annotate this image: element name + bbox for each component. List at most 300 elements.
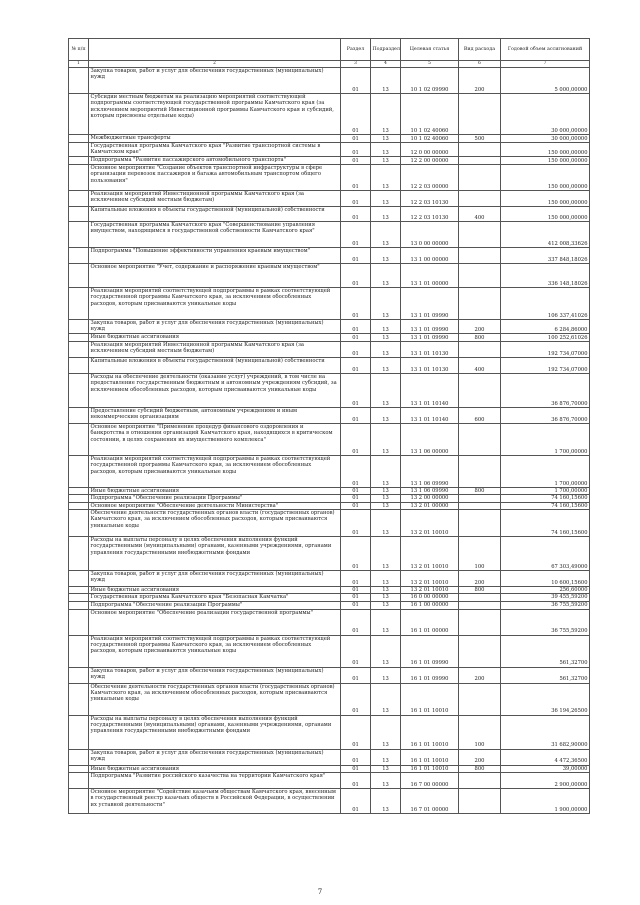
column-number: 3 [341,61,371,68]
row-celevaya-statya: 13 0 00 00000 [401,222,459,248]
row-amount: 74 160,15600 [501,502,590,509]
row-celevaya-statya: 12 2 03 10130 [401,207,459,222]
column-number: 5 [401,61,459,68]
row-podrazdel: 13 [371,667,401,683]
row-vid-rashoda [459,374,501,408]
row-number [69,143,89,157]
row-celevaya-statya: 12 2 03 00000 [401,165,459,191]
row-amount: 74 160,15600 [501,510,590,537]
row-podrazdel: 13 [371,320,401,334]
row-vid-rashoda [459,594,501,601]
row-razdel: 01 [341,358,371,374]
row-razdel: 01 [341,635,371,667]
row-vid-rashoda: 800 [459,488,501,495]
row-name: Основное мероприятие "Учет, содержание и распоряжение краевым имуществом" [89,264,341,288]
header-podrazdel: Подраздел [371,39,401,61]
row-podrazdel: 13 [371,334,401,342]
row-name: Подпрограмма "Обеспечение реализации Программы" [89,601,341,609]
row-vid-rashoda [459,609,501,635]
row-vid-rashoda: 800 [459,587,501,594]
row-celevaya-statya: 16 7 01 00000 [401,789,459,814]
row-vid-rashoda: 200 [459,667,501,683]
table-row [69,635,590,667]
row-vid-rashoda: 100 [459,537,501,571]
row-celevaya-statya: 12 0 00 00000 [401,143,459,157]
row-amount: 106 337,41026 [501,288,590,320]
row-number [69,334,89,342]
row-razdel: 01 [341,789,371,814]
row-razdel: 01 [341,537,371,571]
row-amount: 67 303,49000 [501,537,590,571]
row-name: Иные бюджетные ассигнования [89,587,341,594]
row-podrazdel: 13 [371,342,401,358]
row-razdel: 01 [341,587,371,594]
row-vid-rashoda: 800 [459,765,501,772]
row-celevaya-statya: 16 0 00 00000 [401,594,459,601]
table-row [69,601,590,609]
row-amount: 30 000,00000 [501,94,590,135]
row-amount: 5 000,00000 [501,68,590,94]
row-number [69,488,89,495]
table-row [69,609,590,635]
table-row [69,334,590,342]
table-row [69,683,590,715]
row-name: Иные бюджетные ассигнования [89,334,341,342]
row-vid-rashoda: 100 [459,715,501,749]
row-amount: 6 284,86000 [501,320,590,334]
row-name: Подпрограмма "Развитие российского казачества на территории Камчатского края" [89,773,341,789]
row-name: Реализация мероприятий соответствующей подпрограммы в рамках соответствующей государственной программы Камчатского края, за исключением обособленных расходов, которым присваиваются уникальные коды [89,635,341,667]
row-amount: 1 900,00000 [501,789,590,814]
row-razdel: 01 [341,334,371,342]
row-vid-rashoda [459,424,501,456]
row-podrazdel: 13 [371,408,401,424]
row-celevaya-statya: 13 1 00 00000 [401,248,459,264]
row-celevaya-statya: 13 1 06 00000 [401,424,459,456]
table-row [69,488,590,495]
row-number [69,320,89,334]
row-razdel: 01 [341,510,371,537]
column-number: 6 [459,61,501,68]
table-row [69,456,590,488]
table-row [69,191,590,207]
table-row [69,68,590,94]
column-number: 7 [501,61,590,68]
row-podrazdel: 13 [371,587,401,594]
row-number [69,207,89,222]
row-number [69,288,89,320]
row-amount: 31 682,90000 [501,715,590,749]
table-row [69,749,590,765]
row-razdel: 01 [341,320,371,334]
row-number [69,374,89,408]
row-name: Основное мероприятие "Применение процедур финансового оздоровления и банкротства в отношении организаций Камчатского края, находящихся в критическом состоянии, в целях сохранения их имущественного комплекса" [89,424,341,456]
row-podrazdel: 13 [371,143,401,157]
row-vid-rashoda [459,342,501,358]
row-amount: 1 700,00000 [501,456,590,488]
row-amount: 337 848,18026 [501,248,590,264]
row-razdel: 01 [341,342,371,358]
column-number: 4 [371,61,401,68]
row-podrazdel: 13 [371,165,401,191]
row-vid-rashoda [459,191,501,207]
row-vid-rashoda [459,683,501,715]
row-celevaya-statya: 16 1 00 00000 [401,601,459,609]
row-podrazdel: 13 [371,765,401,772]
row-vid-rashoda [459,248,501,264]
row-razdel: 01 [341,609,371,635]
row-razdel: 01 [341,594,371,601]
row-celevaya-statya: 16 1 01 10010 [401,765,459,772]
row-vid-rashoda [459,502,501,509]
row-vid-rashoda [459,288,501,320]
table-row [69,765,590,772]
row-podrazdel: 13 [371,789,401,814]
row-celevaya-statya: 13 1 01 00000 [401,264,459,288]
row-razdel: 01 [341,68,371,94]
row-name: Расходы на выплаты персоналу в целях обеспечения выполнения функций государственными (муниципальными) органами, казенными учреждениями, органами управления государственными внебюджетными фондами [89,537,341,571]
row-celevaya-statya: 13 2 01 10010 [401,571,459,587]
table-row [69,94,590,135]
row-name: Межбюджетные трансферты [89,135,341,143]
row-vid-rashoda [459,264,501,288]
row-celevaya-statya: 16 7 00 00000 [401,773,459,789]
row-vid-rashoda [459,222,501,248]
row-podrazdel: 13 [371,571,401,587]
row-celevaya-statya: 12 2 03 10130 [401,191,459,207]
header-vid-rashoda: Вид расхода [459,39,501,61]
table-row [69,248,590,264]
row-name: Подпрограмма "Обеспечение реализации Программы" [89,495,341,502]
column-number: 2 [89,61,341,68]
table-row [69,288,590,320]
row-vid-rashoda: 200 [459,68,501,94]
row-amount: 150 000,00000 [501,191,590,207]
row-amount: 36 876,70000 [501,408,590,424]
row-name: Закупка товаров, работ и услуг для обеспечения государственных (муниципальных) нужд [89,320,341,334]
row-amount: 192 734,07000 [501,342,590,358]
table-row [69,594,590,601]
header-num: № п/п [69,39,89,61]
row-amount: 36 755,59200 [501,609,590,635]
row-razdel: 01 [341,495,371,502]
row-name: Закупка товаров, работ и услуг для обеспечения государственных (муниципальных) нужд [89,667,341,683]
table-row [69,424,590,456]
row-number [69,342,89,358]
row-name: Капитальные вложения в объекты государственной (муниципальной) собственности [89,207,341,222]
header-celevaya-statya: Целевая статья [401,39,459,61]
row-podrazdel: 13 [371,288,401,320]
row-amount: 192 734,07000 [501,358,590,374]
table-row [69,157,590,165]
row-razdel: 01 [341,94,371,135]
row-razdel: 01 [341,488,371,495]
row-razdel: 01 [341,207,371,222]
row-name: Реализация мероприятий Инвестиционной программы Камчатского края (за исключением субсидий местным бюджетам) [89,191,341,207]
row-celevaya-statya: 10 1 02 09990 [401,68,459,94]
row-vid-rashoda [459,165,501,191]
row-vid-rashoda: 200 [459,320,501,334]
row-podrazdel: 13 [371,191,401,207]
row-vid-rashoda: 800 [459,334,501,342]
row-celevaya-statya: 12 2 00 00000 [401,157,459,165]
row-number [69,222,89,248]
row-amount: 100 252,61026 [501,334,590,342]
row-razdel: 01 [341,248,371,264]
row-vid-rashoda: 500 [459,135,501,143]
row-amount: 150 000,00000 [501,207,590,222]
header-row [69,39,590,61]
table-body [69,68,590,814]
row-name: Капитальные вложения в объекты государственной (муниципальной) собственности [89,358,341,374]
row-vid-rashoda [459,495,501,502]
row-name: Обеспечение деятельности государственных органов власти (государственных органов) Камчатского края, за исключением обособленных расходов, которым присваиваются уникальные коды [89,510,341,537]
row-amount: 561,32700 [501,635,590,667]
row-razdel: 01 [341,143,371,157]
row-name: Основное мероприятие "Обеспечение деятельности Министерства" [89,502,341,509]
row-celevaya-statya: 13 1 01 10140 [401,408,459,424]
row-celevaya-statya: 10 1 02 40060 [401,94,459,135]
table-row [69,143,590,157]
row-vid-rashoda [459,510,501,537]
row-podrazdel: 13 [371,424,401,456]
row-podrazdel: 13 [371,68,401,94]
row-vid-rashoda: 400 [459,358,501,374]
header-razdel: Раздел [341,39,371,61]
row-number [69,537,89,571]
row-number [69,609,89,635]
row-name: Государственная программа Камчатского края "Безопасная Камчатка" [89,594,341,601]
row-razdel: 01 [341,424,371,456]
row-podrazdel: 13 [371,594,401,601]
row-amount: 10 600,15600 [501,571,590,587]
row-amount: 4 472,36500 [501,749,590,765]
row-celevaya-statya: 16 1 01 00000 [401,609,459,635]
table-row [69,667,590,683]
row-podrazdel: 13 [371,537,401,571]
row-celevaya-statya: 13 2 01 00000 [401,502,459,509]
row-amount: 2 900,00000 [501,773,590,789]
row-razdel: 01 [341,456,371,488]
row-amount: 30 000,00000 [501,135,590,143]
row-amount: 336 148,18026 [501,264,590,288]
row-podrazdel: 13 [371,94,401,135]
row-name: Основное мероприятие "Обеспечение реализации государственной программы" [89,609,341,635]
row-razdel: 01 [341,601,371,609]
row-razdel: 01 [341,157,371,165]
column-number: 1 [69,61,89,68]
table-row [69,374,590,408]
table-row [69,773,590,789]
row-name: Расходы на обеспечение деятельности (оказание услуг) учреждений, в том числе на предоставление государственным бюджетным и автономным учреждениям субсидий, за исключением обособленных расходов, которым присваиваются уникальные коды [89,374,341,408]
table-row [69,264,590,288]
row-number [69,408,89,424]
row-name: Реализация мероприятий соответствующей подпрограммы в рамках соответствующей государственной программы Камчатского края, за исключением обособленных расходов, которым присваиваются уникальные коды [89,456,341,488]
row-podrazdel: 13 [371,601,401,609]
row-celevaya-statya: 13 1 06 09990 [401,456,459,488]
row-celevaya-statya: 13 2 01 10010 [401,510,459,537]
row-razdel: 01 [341,288,371,320]
row-number [69,157,89,165]
row-razdel: 01 [341,165,371,191]
table-row [69,510,590,537]
row-number [69,571,89,587]
row-number [69,191,89,207]
row-podrazdel: 13 [371,374,401,408]
table-row [69,571,590,587]
row-razdel: 01 [341,135,371,143]
row-name: Иные бюджетные ассигнования [89,765,341,772]
row-number [69,264,89,288]
row-number [69,773,89,789]
row-celevaya-statya: 13 1 01 09990 [401,288,459,320]
row-razdel: 01 [341,191,371,207]
row-vid-rashoda: 400 [459,207,501,222]
row-amount: 36 876,70000 [501,374,590,408]
row-celevaya-statya: 13 1 01 10130 [401,342,459,358]
row-podrazdel: 13 [371,683,401,715]
table-row [69,408,590,424]
row-podrazdel: 13 [371,495,401,502]
table-row [69,537,590,571]
row-amount: 150 000,00000 [501,143,590,157]
row-name: Закупка товаров, работ и услуг для обеспечения государственных (муниципальных) нужд [89,68,341,94]
row-number [69,68,89,94]
row-name: Закупка товаров, работ и услуг для обеспечения государственных (муниципальных) нужд [89,571,341,587]
row-razdel: 01 [341,374,371,408]
row-celevaya-statya: 16 1 01 09990 [401,635,459,667]
row-razdel: 01 [341,502,371,509]
row-amount: 39,00000 [501,765,590,772]
row-number [69,135,89,143]
row-celevaya-statya: 13 2 01 10010 [401,537,459,571]
row-podrazdel: 13 [371,358,401,374]
row-vid-rashoda [459,789,501,814]
row-celevaya-statya: 16 1 01 09990 [401,667,459,683]
row-vid-rashoda [459,157,501,165]
row-podrazdel: 13 [371,456,401,488]
table-row [69,587,590,594]
table-row [69,222,590,248]
row-amount: 561,32700 [501,667,590,683]
row-number [69,248,89,264]
row-number [69,165,89,191]
row-podrazdel: 13 [371,510,401,537]
row-name: Подпрограмма "Повышение эффективности управления краевым имуществом" [89,248,341,264]
row-razdel: 01 [341,264,371,288]
row-podrazdel: 13 [371,635,401,667]
row-amount: 36 194,26500 [501,683,590,715]
row-razdel: 01 [341,222,371,248]
row-amount: 150 000,00000 [501,157,590,165]
row-name: Предоставление субсидий бюджетным, автономным учреждениям и иным некоммерческим организациям [89,408,341,424]
row-number [69,502,89,509]
row-amount: 36 755,59200 [501,601,590,609]
row-name: Иные бюджетные ассигнования [89,488,341,495]
row-number [69,495,89,502]
row-celevaya-statya: 10 1 02 40060 [401,135,459,143]
row-celevaya-statya: 13 1 01 09990 [401,334,459,342]
row-razdel: 01 [341,683,371,715]
row-celevaya-statya: 13 2 00 00000 [401,495,459,502]
row-vid-rashoda: 200 [459,749,501,765]
row-podrazdel: 13 [371,502,401,509]
row-number [69,765,89,772]
row-name: Государственная программа Камчатского края "Развитие транспортной системы в Камчатском крае" [89,143,341,157]
row-podrazdel: 13 [371,248,401,264]
row-razdel: 01 [341,749,371,765]
row-podrazdel: 13 [371,207,401,222]
row-celevaya-statya: 16 1 01 10010 [401,683,459,715]
row-number [69,789,89,814]
row-podrazdel: 13 [371,264,401,288]
row-name: Подпрограмма "Развитие пассажирского автомобильного транспорта" [89,157,341,165]
row-amount: 1 700,00000 [501,424,590,456]
table-row [69,135,590,143]
row-podrazdel: 13 [371,135,401,143]
row-celevaya-statya: 13 2 01 10010 [401,587,459,594]
row-amount: 412 008,33626 [501,222,590,248]
row-name: Закупка товаров, работ и услуг для обеспечения государственных (муниципальных) нужд [89,749,341,765]
row-number [69,601,89,609]
row-razdel: 01 [341,408,371,424]
row-number [69,594,89,601]
row-razdel: 01 [341,715,371,749]
row-razdel: 01 [341,571,371,587]
row-vid-rashoda [459,94,501,135]
row-name: Государственная программа Камчатского края "Совершенствование управления имуществом, находящимся в государственной собственности Камчатского края" [89,222,341,248]
table-row [69,320,590,334]
table-row [69,502,590,509]
page-number: 7 [317,888,323,896]
table-row [69,715,590,749]
row-podrazdel: 13 [371,488,401,495]
header-obem: Годовой объем ассигнований [501,39,590,61]
table-row [69,789,590,814]
row-amount: 256,60000 [501,587,590,594]
row-celevaya-statya: 16 1 01 10010 [401,749,459,765]
row-name: Реализация мероприятий соответствующей подпрограммы в рамках соответствующей государственной программы Камчатского края, за исключением обособленных расходов, которым присваиваются уникальные коды [89,288,341,320]
row-amount: 39 455,59200 [501,594,590,601]
row-razdel: 01 [341,765,371,772]
row-number [69,456,89,488]
row-celevaya-statya: 16 1 01 10010 [401,715,459,749]
row-name: Реализация мероприятий Инвестиционной программы Камчатского края (за исключением субсидий местным бюджетам) [89,342,341,358]
column-number-row [69,61,590,68]
row-podrazdel: 13 [371,715,401,749]
row-number [69,715,89,749]
row-celevaya-statya: 13 1 06 09990 [401,488,459,495]
row-number [69,683,89,715]
row-name: Субсидии местным бюджетам на реализацию мероприятий соответствующей подпрограммы соответствующей государственной программы Камчатского края (за исключением мероприятий Инвестиционной программы Камчатского края и субсидий, которым присвоены отдельные коды) [89,94,341,135]
row-celevaya-statya: 13 1 01 10130 [401,358,459,374]
row-vid-rashoda [459,635,501,667]
row-name: Основное мероприятие "Создание объектов транспортной инфраструктуры в сфере организации перевозок пассажиров и багажа автомобильным транспортом общего пользования" [89,165,341,191]
table-row [69,207,590,222]
table-row [69,495,590,502]
row-number [69,749,89,765]
row-vid-rashoda [459,601,501,609]
row-vid-rashoda [459,773,501,789]
row-amount: 74 160,15600 [501,495,590,502]
table-row [69,358,590,374]
table-row [69,165,590,191]
row-amount: 150 000,00000 [501,165,590,191]
row-vid-rashoda: 200 [459,571,501,587]
budget-table [68,38,590,814]
row-number [69,424,89,456]
row-amount: 1 700,00000 [501,488,590,495]
